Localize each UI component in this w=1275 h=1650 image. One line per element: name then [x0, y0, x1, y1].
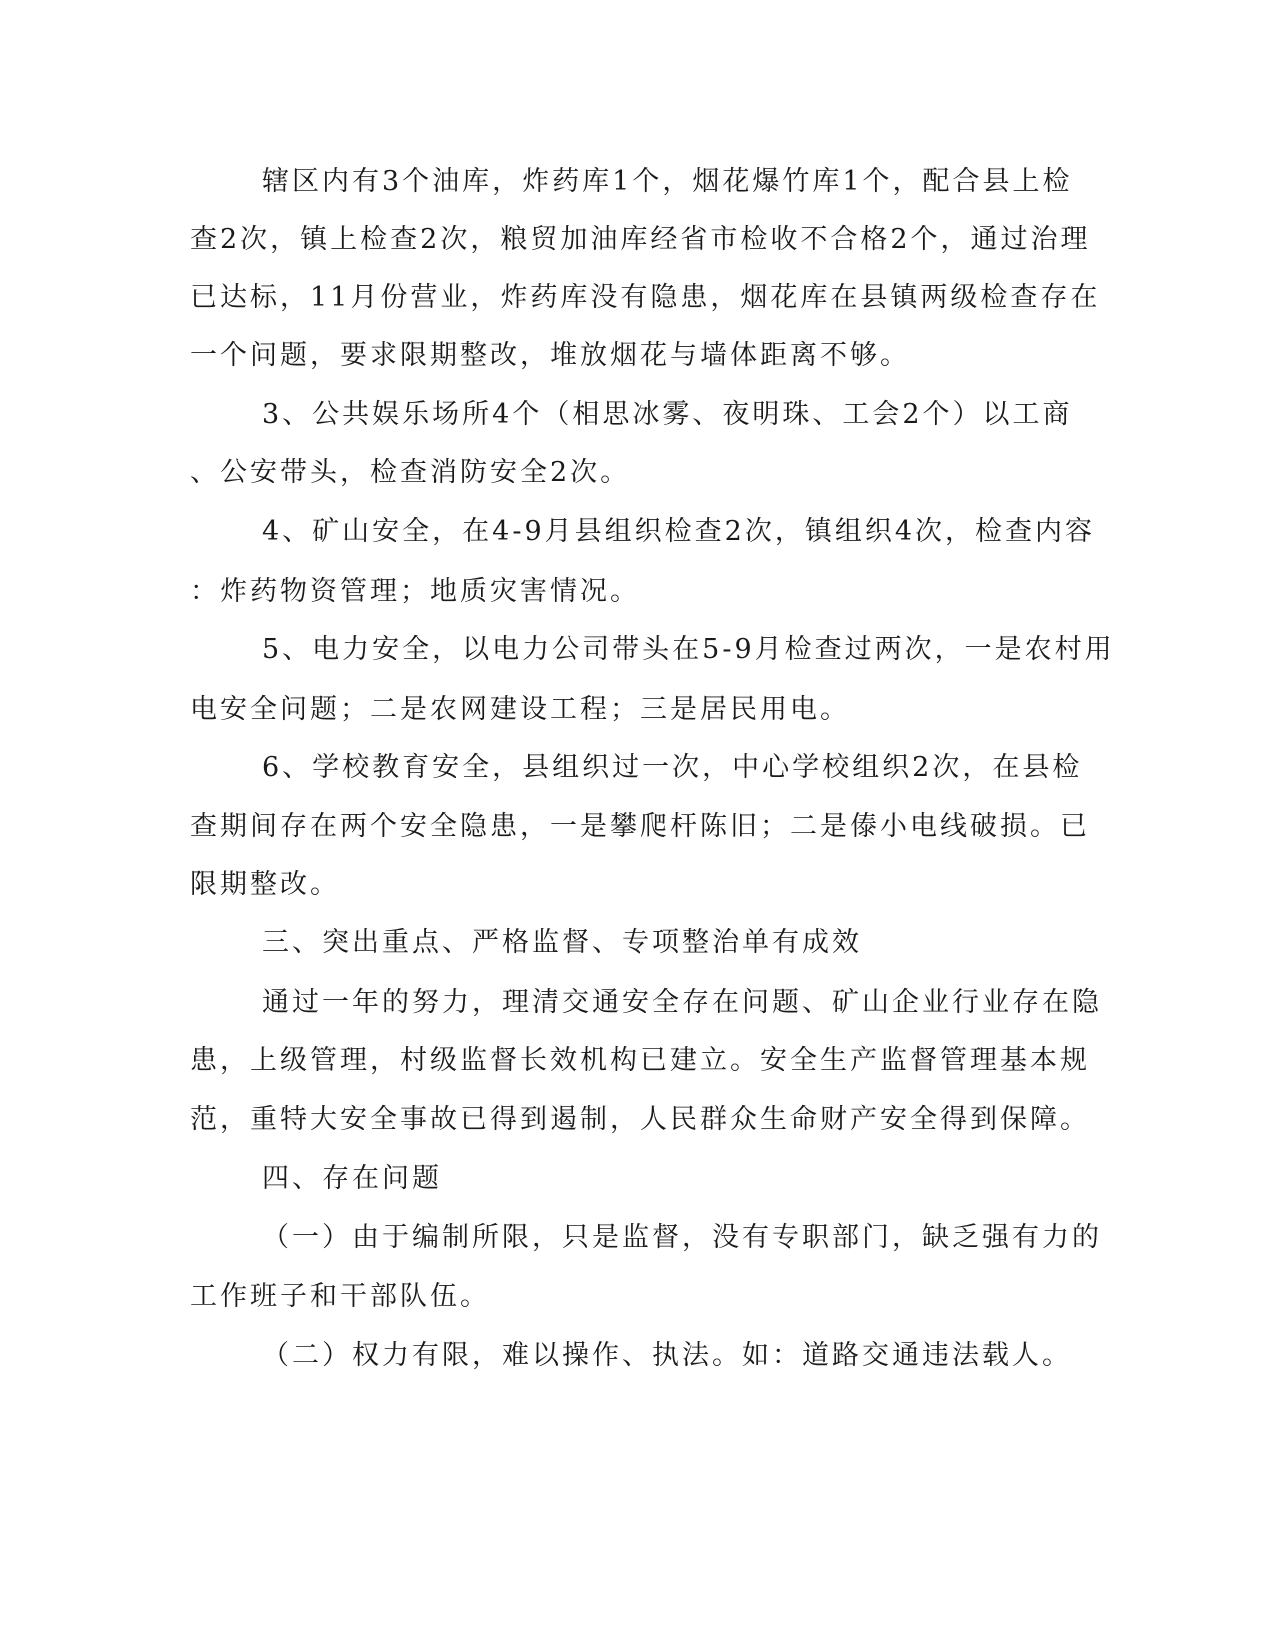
- text-line: （二）权力有限，难以操作、执法。如：道路交通违法载人。: [262, 1340, 1072, 1371]
- text-line: 6、学校教育安全，县组织过一次，中心学校组织2次，在县检: [262, 752, 1083, 783]
- text-line: 电安全问题；二是农网建设工程；三是居民用电。: [190, 694, 850, 725]
- text-line: 、公安带头，检查消防安全2次。: [190, 457, 631, 488]
- text-line: ：炸药物资管理；地质灾害情况。: [190, 576, 640, 607]
- text-line: 患，上级管理，村级监督长效机构已建立。安全生产监督管理基本规: [190, 1045, 1090, 1076]
- section-heading: 三、突出重点、严格监督、专项整治单有成效: [262, 927, 862, 958]
- text-line: 5、电力安全，以电力公司带头在5-9月检查过两次，一是农村用: [262, 634, 1115, 665]
- text-line: 通过一年的努力，理清交通安全存在问题、矿山企业行业存在隐: [262, 987, 1102, 1018]
- text-line: （一）由于编制所限，只是监督，没有专职部门，缺乏强有力的: [262, 1222, 1102, 1253]
- text-line: 查2次，镇上检查2次，粮贸加油库经省市检收不合格2个，通过治理: [190, 224, 1091, 255]
- text-line: 3、公共娱乐场所4个（相思冰雾、夜明珠、工会2个）以工商: [262, 399, 1073, 430]
- text-line: 一个问题，要求限期整改，堆放烟花与墙体距离不够。: [190, 340, 910, 371]
- text-line: 已达标，11月份营业，炸药库没有隐患，烟花库在县镇两级检查存在: [190, 282, 1101, 313]
- section-heading: 四、存在问题: [262, 1163, 442, 1194]
- text-line: 范，重特大安全事故已得到遏制，人民群众生命财产安全得到保障。: [190, 1104, 1090, 1135]
- text-line: 限期整改。: [190, 869, 340, 900]
- text-line: 查期间存在两个安全隐患，一是攀爬杆陈旧；二是傣小电线破损。已: [190, 811, 1090, 842]
- text-line: 4、矿山安全，在4-9月县组织检查2次，镇组织4次，检查内容: [262, 516, 1096, 547]
- text-line: 辖区内有3个油库，炸药库1个，烟花爆竹库1个，配合县上检: [262, 166, 1073, 197]
- text-line: 工作班子和干部队伍。: [190, 1281, 490, 1312]
